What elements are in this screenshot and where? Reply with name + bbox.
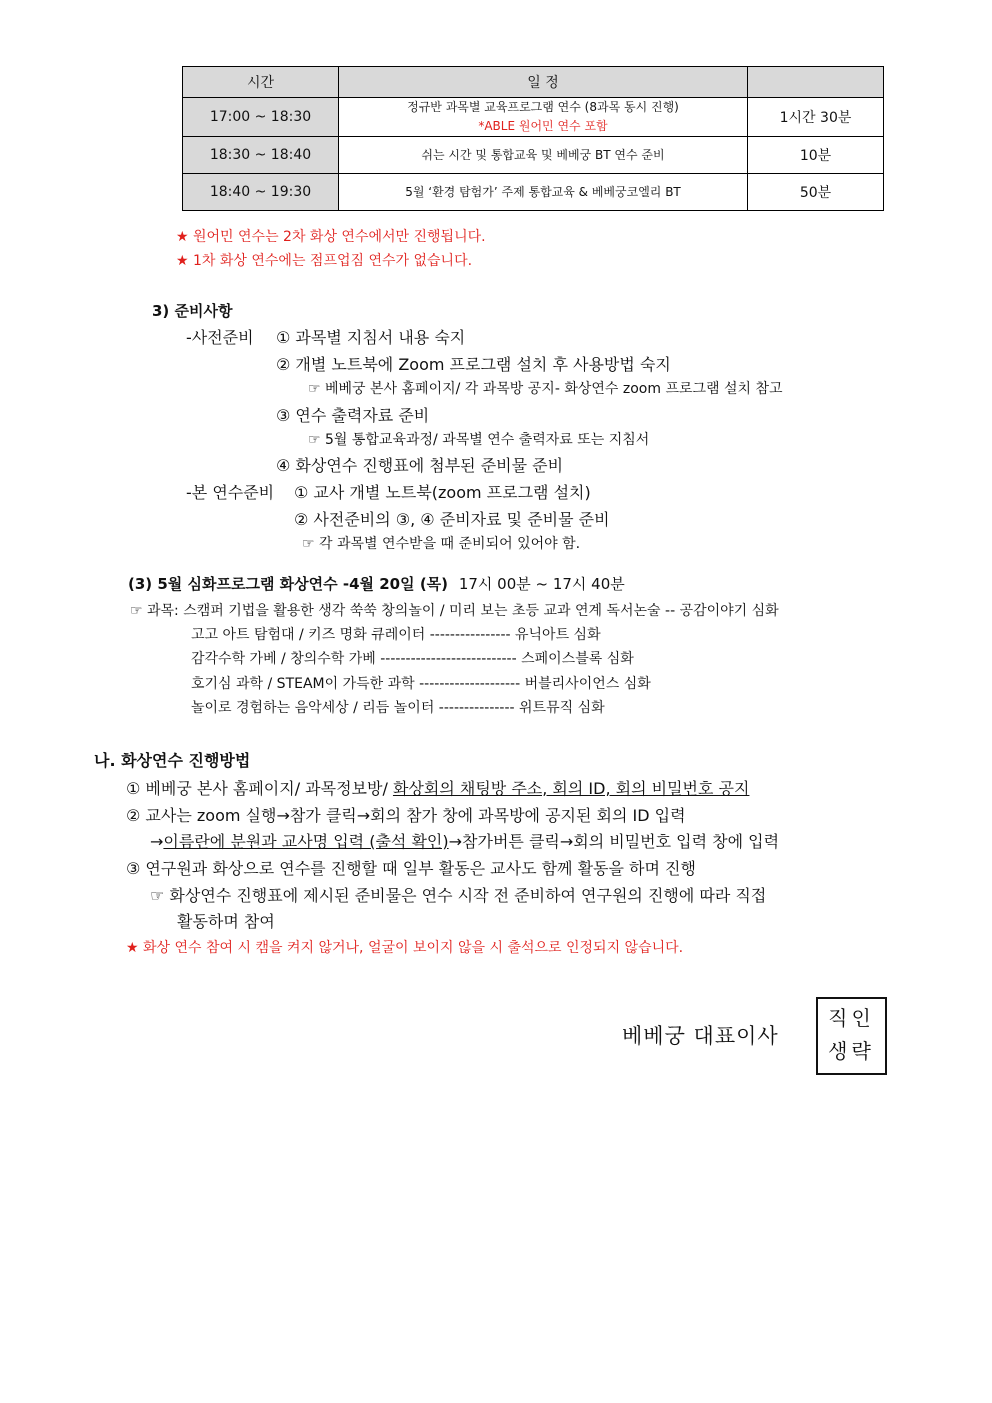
note-jumpup: ★ 1차 화상 연수에는 점프업짐 연수가 없습니다. bbox=[176, 253, 473, 269]
main-prep-label: -본 연수준비 bbox=[186, 483, 275, 502]
main-prep-note: ☞ 각 과목별 연수받을 때 준비되어 있어야 함. bbox=[302, 536, 581, 552]
seal-line-1: 직인 bbox=[828, 1006, 875, 1030]
pre-prep-item: ① 과목별 지침서 내용 숙지 bbox=[276, 328, 466, 347]
method-item-2b bbox=[150, 829, 779, 852]
header-event: 일 정 bbox=[339, 67, 748, 98]
advanced-line: 호기심 과학 / STEAM이 가득한 과학 -------------------- 버블리사이언스 심화 bbox=[191, 676, 651, 692]
official-seal-box bbox=[816, 997, 887, 1075]
method-item-3: ③ 연구원과 화상으로 연수를 진행할 때 일부 활동은 교사도 함께 활동을 하며 진행 bbox=[126, 859, 696, 878]
pre-prep-item: ④ 화상연수 진행표에 첨부된 준비물 준비 bbox=[276, 456, 564, 475]
pre-prep-item: ② 개별 노트북에 Zoom 프로그램 설치 후 사용방법 숙지 bbox=[276, 355, 671, 374]
advanced-line: ☞ 과목: 스캠퍼 기법을 활용한 생각 쑥쑥 창의놀이 / 미리 보는 초등 교과 연계 독서논술 -- 공감이야기 심화 bbox=[130, 603, 779, 619]
table-row bbox=[183, 98, 884, 137]
header-duration bbox=[748, 67, 884, 98]
method-item-2b-arrow: → bbox=[150, 832, 164, 851]
advanced-title-time: 17시 00분 ~ 17시 40분 bbox=[458, 575, 625, 593]
advanced-line: 놀이로 경험하는 음악세상 / 리듬 놀이터 --------------- 위트뮤직 심화 bbox=[191, 700, 605, 716]
row-event: 쉬는 시간 및 통합교육 및 베베궁 BT 연수 준비 bbox=[339, 137, 748, 174]
method-item-1-text: ① 베베궁 본사 홈페이지/ 과목정보방/ bbox=[126, 779, 393, 798]
row-duration: 10분 bbox=[748, 137, 884, 174]
attendance-warning: ★ 화상 연수 참여 시 캠을 켜지 않거나, 얼굴이 보이지 않을 시 출석으로 인정되지 않습니다. bbox=[126, 940, 684, 956]
table-row bbox=[183, 174, 884, 211]
pre-prep-note: ☞ 베베궁 본사 홈페이지/ 각 과목방 공지- 화상연수 zoom 프로그램 설치 참고 bbox=[308, 381, 783, 397]
event-text: 정규반 과목별 교육프로그램 연수 (8과목 동시 진행) bbox=[407, 100, 679, 114]
event-subtext: *ABLE 원어민 연수 포함 bbox=[478, 119, 608, 133]
table-header-row bbox=[183, 67, 884, 98]
pre-prep-note: ☞ 5월 통합교육과정/ 과목별 연수 출력자료 또는 지침서 bbox=[308, 432, 650, 448]
row-event: 5월 ‘환경 탐험가’ 주제 통합교육 & 베베궁코엘리 BT bbox=[339, 174, 748, 211]
header-time: 시간 bbox=[183, 67, 339, 98]
method-item-1-underline: 화상회의 채팅방 주소, 회의 ID, 회의 비밀번호 공지 bbox=[392, 779, 750, 798]
pre-prep-item: ③ 연수 출력자료 준비 bbox=[276, 406, 430, 425]
method-item-3-note: ☞ 화상연수 진행표에 제시된 준비물은 연수 시작 전 준비하여 연구원의 진행에 따라 직접 bbox=[150, 886, 767, 905]
schedule-table bbox=[182, 66, 884, 211]
row-time: 18:40 ~ 19:30 bbox=[183, 174, 339, 211]
method-item-2b-underline: 이름란에 분원과 교사명 입력 (출석 확인) bbox=[163, 832, 449, 851]
row-event bbox=[339, 98, 748, 137]
row-time: 18:30 ~ 18:40 bbox=[183, 137, 339, 174]
advanced-line: 감각수학 가베 / 창의수학 가베 --------------------------- 스페이스블록 심화 bbox=[191, 651, 634, 667]
pre-prep-label: -사전준비 bbox=[186, 328, 254, 347]
method-title: 나. 화상연수 진행방법 bbox=[94, 751, 251, 770]
row-duration: 50분 bbox=[748, 174, 884, 211]
method-item-2b-rest: →참가버튼 클릭→회의 비밀번호 입력 창에 입력 bbox=[448, 832, 780, 851]
method-item-1 bbox=[126, 776, 749, 799]
row-duration: 1시간 30분 bbox=[748, 98, 884, 137]
seal-line-2: 생략 bbox=[828, 1039, 875, 1063]
method-item-3-note-cont: 활동하며 참여 bbox=[177, 912, 275, 931]
advanced-title-main: (3) 5월 심화프로그램 화상연수 -4월 20일 (목) bbox=[128, 575, 449, 593]
advanced-line: 고고 아트 탐험대 / 키즈 명화 큐레이터 ---------------- 유닉아트 심화 bbox=[191, 627, 601, 643]
main-prep-item: ① 교사 개별 노트북(zoom 프로그램 설치) bbox=[294, 483, 591, 502]
issuer-name: 베베궁 대표이사 bbox=[622, 1024, 779, 1048]
table-row bbox=[183, 137, 884, 174]
prep-title: 3) 준비사항 bbox=[152, 302, 233, 320]
advanced-title bbox=[128, 573, 625, 594]
row-time: 17:00 ~ 18:30 bbox=[183, 98, 339, 137]
main-prep-item: ② 사전준비의 ③, ④ 준비자료 및 준비물 준비 bbox=[294, 510, 610, 529]
note-native-speaker: ★ 원어민 연수는 2차 화상 연수에서만 진행됩니다. bbox=[176, 229, 486, 245]
method-item-2: ② 교사는 zoom 실행→참가 클릭→회의 참가 창에 과목방에 공지된 회의 ID 입력 bbox=[126, 806, 686, 825]
